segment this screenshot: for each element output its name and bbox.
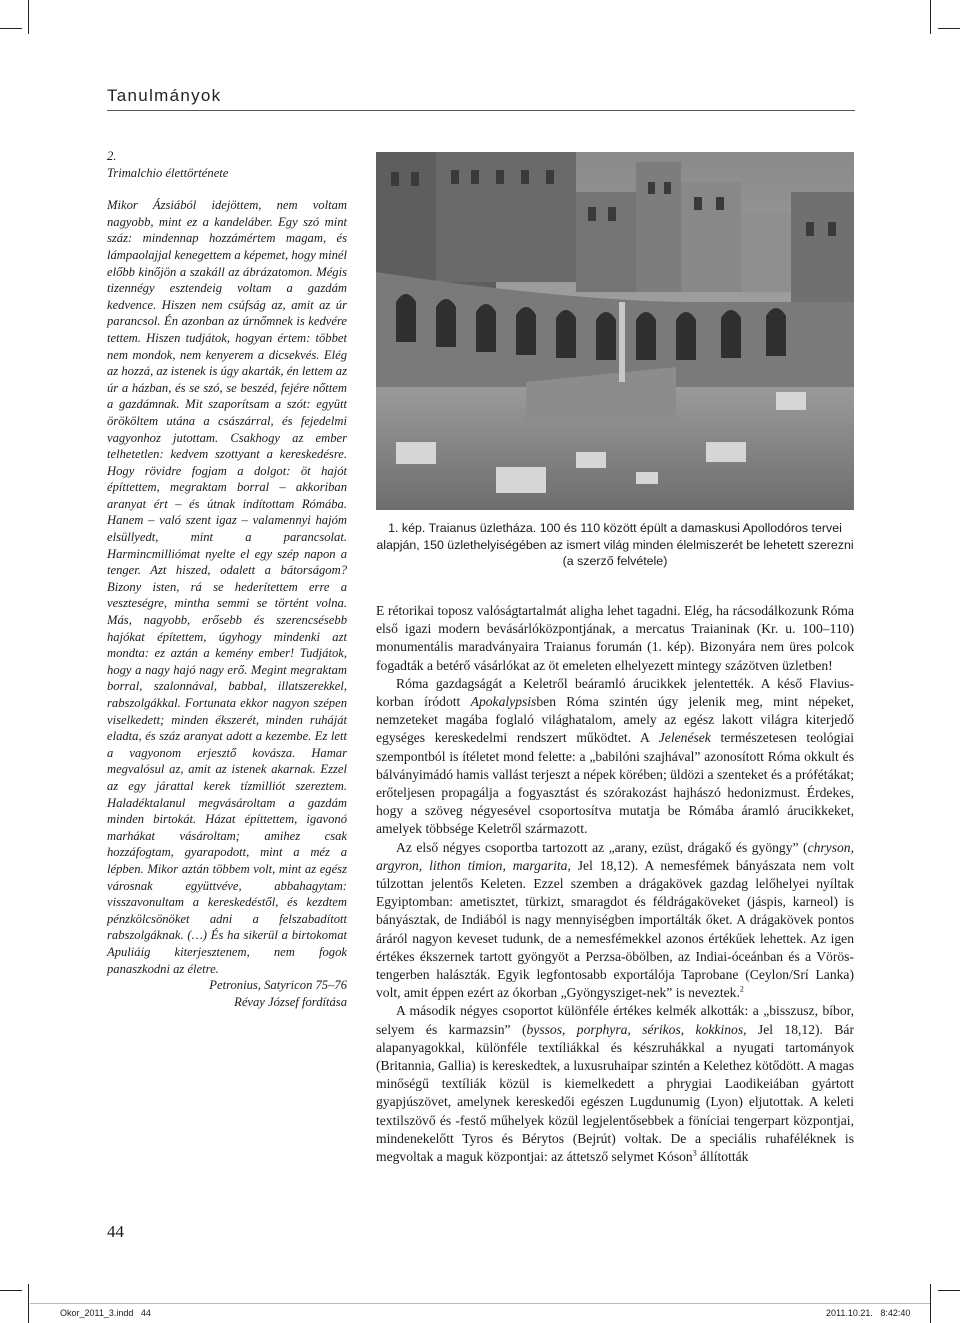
- header-rule: [107, 110, 855, 111]
- crop-mark-top-left-h: [0, 28, 22, 29]
- body-paragraph-2: [376, 675, 854, 839]
- excerpt-translator: Révay József fordítása: [234, 994, 347, 1009]
- crop-mark-bottom-left-h: [0, 1290, 22, 1291]
- crop-mark-top-right-h: [938, 28, 960, 29]
- body-paragraph-4: [376, 1002, 854, 1166]
- figure-caption: [376, 520, 854, 570]
- excerpt-title: Trimalchio élettörténete: [107, 165, 229, 180]
- p4-text-c: , Jel 18,12). Bár alapanyagokkal, különféle textíliákkal és készruhákkal a nyugati tartományok (Britannia, Gallia) is kereskedtek, a luxusruhaipar szintén a Kelethez kötődött. A magas minőségű textíliák közül is kiemelkedett a phrygiai Laodikeiában gyártott gyapjúszövet, amelynek kereskedői egészen Lugdunumig (Lyon) eljutottak. A keleti textilszövő és -festő műhelyek közül legjelentősebbek a föníciai tengerpart központjai, mindenekelőtt Tyros és Bérytos (Bejrút) voltak. De a speciális ruhaféléknek is megvoltak a maguk központjai: az áttetsző selymet Kóson: [376, 1021, 854, 1165]
- p2-text-e: természetesen teológiai szempontból is ítéletet mond felette: a „babilóni szajhával” azonosított Róma okkult és bálványimádó hamis vallást terjeszt a népek körében; üldözi a szenteket és a prófétákat; erőteljesen propagálja a fogyasztást és szórakozást hajhászó hedonizmust. Érdekes, hogy a szöveg négyesével csoportosítva mutatja be Rómába áramló árucikkeket, amelyek többsége Keletről származott.: [376, 730, 854, 837]
- p4-text-a: A második négyes csoportot különféle értékes kelmék alkották: a „bisszusz, bíbor, selyem és karmazsin” (: [376, 1003, 854, 1037]
- body-column: [376, 602, 854, 1166]
- footnote-ref-3[interactable]: 3: [692, 1148, 697, 1158]
- figure-caption-text: 100 és 110 között épült a damaskusi Apollodóros tervei alapján, 150 üzlethelyiségében az ismert világ minden élelmiszerét be lehetett szerezni (a szerző felvétele): [376, 521, 854, 569]
- excerpt-source: Petronius, Satyricon 75–76: [209, 978, 347, 993]
- running-header: Tanulmányok: [107, 86, 222, 105]
- crop-mark-bottom-right-h: [938, 1290, 960, 1291]
- p2-text-c: ben Róma szintén úgy jelenik meg, mint népeket, nemzeteket magába foglaló világhatalom, amely az egész lakott világra kiterjedő egységes kereskedelmi rendszert működtet. A: [376, 694, 855, 746]
- slug-rule: [30, 1303, 930, 1304]
- figure-photo-traianus-market: [376, 152, 854, 510]
- p2-italic-jelenesek: Jelenések: [658, 730, 711, 746]
- p2-italic-apokalypsis: Apokalypsis: [470, 694, 537, 710]
- p4-text-d: állították: [696, 1149, 749, 1165]
- page-number: 44: [107, 1222, 124, 1241]
- body-paragraph-1: E rétorikai toposz valóságtartalmát aligha lehet tagadni. Elég, ha rácsodálkozunk Róma első igazi modern bevásárlóközpontjának, a mercatus Traianinak (Kr. u. 100–110) monumentális maradványaira Traianus forumán (1. kép). Bizonyára nem üres polcok fogadták a betérő vásárlókat az öt emeleten elhelyezett mintegy százötven üzletben!: [376, 603, 854, 673]
- crop-mark-bottom-left-v: [28, 1284, 29, 1323]
- figure-caption-label: 1. kép. Traianus üzletháza.: [388, 521, 537, 535]
- p2-text-a: Róma gazdagságát a Keletről beáramló árucikkek jelentették. A késő Flavius-korban íródott: [376, 675, 854, 710]
- excerpt-number: 2.: [107, 149, 117, 163]
- excerpt-column: [107, 148, 347, 1010]
- slug-filename: Okor_2011_3.indd 44: [60, 1308, 151, 1318]
- body-paragraph-3: [376, 839, 854, 1003]
- slug-timestamp: 2011.10.21. 8:42:40: [826, 1308, 911, 1318]
- footnote-ref-2[interactable]: 2: [739, 984, 744, 994]
- p3-italic-greek: chryson, argyron, lithon timion, margarita,: [376, 839, 854, 873]
- crop-mark-bottom-right-v: [930, 1284, 931, 1323]
- crop-mark-top-left-v: [28, 0, 29, 34]
- p4-italic-greek: byssos, porphyra, sérikos, kokkinos: [526, 1021, 744, 1037]
- p3-text-a: Az első négyes csoportba tartozott az „arany, ezüst, drágakő és gyöngy” (: [396, 839, 808, 855]
- excerpt-text: Mikor Ázsiából idejöttem, nem voltam nagyobb, mint ez a kandeláber. Egy szó mint száz: mindennap hozzámértem magam, és lámpaolajjal kenegettem a képemet, hogy minél előbb kinőjön a szakáll az ábrázatomon. Mégis tizennégy esztendeig voltam a gazdám kedvence. Hiszen nem csúfság az, amit az úr parancsol. Én azonban az úrnőmnek is kedvére tettem. Hiszen tudjátok, hogyan értem: többet nem mondok, nem kenyerem a dicsekvés. Elég az hozzá, az istenek is úgy akarták, én lettem az úr a házban, és se szó, se beszéd, fejére nőttem a gazdámnak. Mit szaporítsam a szót: együtt örököltem utána a császárral, és fejedelmi vagyonhoz jutottam. Csakhogy az ember telhetetlen: kedvem szottyant a kereskedésre. Hogy rövidre fogjam a dolgot: öt hajót építtettem, megraktam borral – akkoriban aranyat ért – és útnak indítottam Rómába. Hanem – való szent igaz – valamennyi hajóm elsüllyedt, mint a parancsolat. Harmincmilliómat nyelte el egy szép napon a tenger. Azt hiszed, odalett a bátorságom? Bizony isten, rá se hederítettem erre a veszteségre, mintha semmi se történt volna. Más, nagyobb, erősebb és szerencsésebb hajókat építettem, úgyhogy mindenki azt mondta: ez aztán a kemény ember! Tudjátok, hogy a nagy hajó nagy erő. Megint megraktam borral, szalonnával, babbal, illatszerekkel, rabszolgákkal. Fortunata ekkor nagyon szépen viselkedett; minden ékszerét, minden ruháját eladta, és száz aranyat adott a kezembe. Ez lett a vagyonom erjesztő kovásza. Hamar megvalósul az, amit az istenek akarnak. Ezzel az egy járattal kerek tízmilliót szereztem. Haladéktalanul megvásároltam a gazdám minden birtokát. Házat építtettem, igavonó marhákat vásároltam; amihez csak hozzáfogtam, gyarapodott, mint a méz a lépben. Mikor aztán többem volt, mint az egész városnak együttvéve, abbahagytam: visszavonultam a kereskedéstől, és kezdtem pénzkölcsönöket adni a felszabadított rabszolgáknak. (…) És ha sikerül a birtokomat Apuliáig kiterjesztenem, nem fogok panaszkodni az életre.: [107, 198, 347, 976]
- p3-text-c: Jel 18,12). A nemesfémek bányászata nem volt túlzottan jelentős Keleten. Ezzel szemben a drágakövek gazdag lelőhelyei nyíltak Egyiptomban: ametisztet, türkizt, smaragdot és féldrágaköveket (jáspis, karneol) is bányásztak, de Indiából is nagy mennyiségben importálták őket. A drágakövek pontos áráról nagyon keveset tudunk, de a nemesfémekkel azonos értékűek lehettek. Az igen értékes ékszernek tartott gyöngyöt a Perzsa-öbölben, az Indiai-óceánban és a Vörös-tengerben halászták. Egyik legfontosabb exportálója Taprobane (Ceylon/Srí Lanka) volt, amit éppen ezért az ókorban „Gyöngysziget-nek” is neveztek.: [376, 857, 855, 1001]
- crop-mark-top-right-v: [930, 0, 931, 34]
